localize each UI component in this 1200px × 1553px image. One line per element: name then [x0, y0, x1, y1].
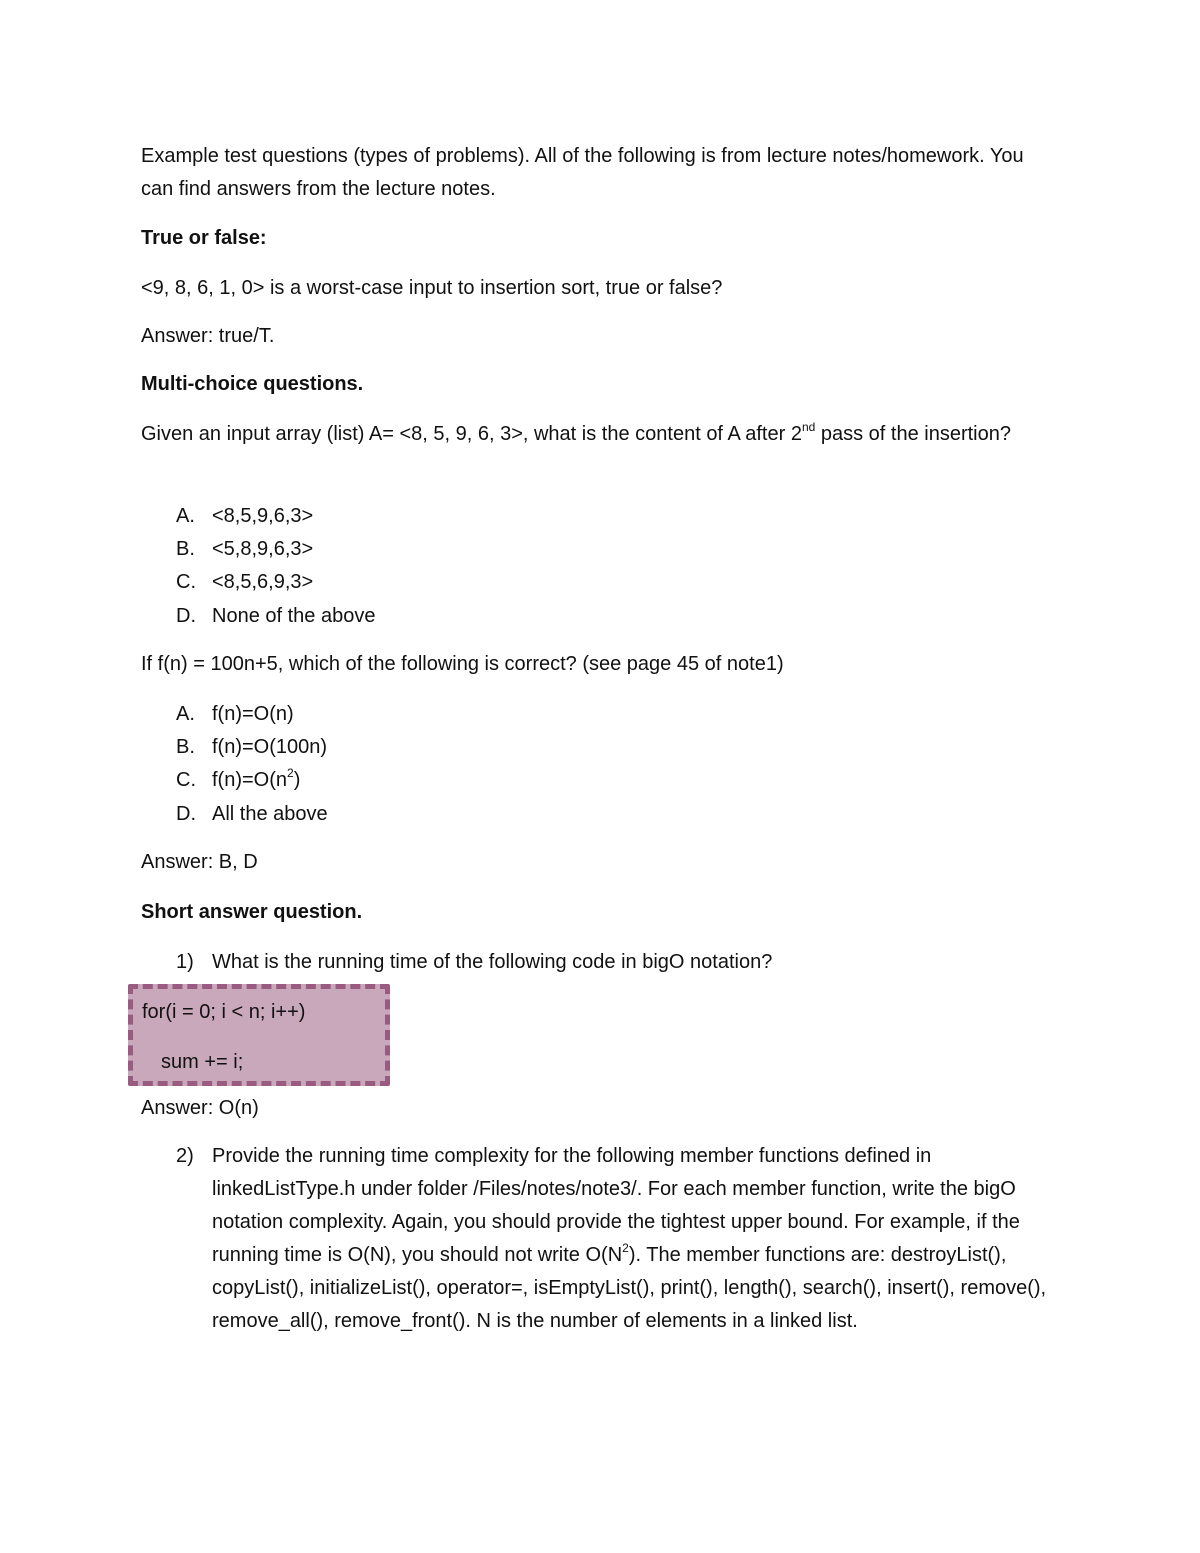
code-line-2: sum += i; — [161, 1051, 244, 1073]
q1-option-a — [176, 500, 313, 533]
option-text: All the above — [212, 803, 328, 825]
option-letter: A. — [176, 703, 195, 725]
item-text-after: ). The member functions are: destroyList(), copyList(), initializeList(), operator=, isEmptyList(), print(), length(), search(), insert(), remove(), remove_all(), remove_front(). N is the number of elements in a linked list. — [212, 1244, 1047, 1332]
multi-choice-question-1 — [141, 418, 1041, 451]
item-text — [212, 1140, 1052, 1338]
short-answer-heading: Short answer question. — [141, 901, 363, 923]
option-letter: C. — [176, 769, 196, 791]
multi-choice-heading: Multi-choice questions. — [141, 373, 364, 395]
question-1-text-before: Given an input array (list) A= <8, 5, 9, 6, 3>, what is the content of A after 2 — [141, 423, 802, 445]
option-letter: B. — [176, 736, 195, 758]
option-text: f(n)=O(n) — [212, 703, 294, 725]
option-text: f(n)=O(n — [212, 769, 288, 791]
question-1-superscript: nd — [801, 420, 816, 434]
option-text-after: ) — [293, 769, 301, 791]
option-letter: D. — [176, 605, 196, 627]
item-text: What is the running time of the following code in bigO notation? — [212, 951, 773, 973]
q2-option-c — [176, 764, 300, 797]
multi-choice-answer: Answer: B, D — [141, 851, 258, 873]
true-false-question: <9, 8, 6, 1, 0> is a worst-case input to insertion sort, true or false? — [141, 277, 723, 299]
item-superscript: 2 — [622, 1241, 629, 1255]
option-text: <8,5,9,6,3> — [212, 505, 314, 527]
q2-option-b — [176, 731, 327, 764]
question-1-text-after: pass of the insertion? — [815, 423, 1011, 445]
multi-choice-question-2: If f(n) = 100n+5, which of the following is correct? (see page 45 of note1) — [141, 653, 784, 675]
q1-option-c — [176, 566, 313, 599]
code-box — [128, 984, 390, 1086]
item-number: 2) — [176, 1145, 194, 1167]
option-superscript: 2 — [287, 766, 294, 780]
true-false-answer: Answer: true/T. — [141, 325, 275, 347]
q1-option-d — [176, 600, 375, 633]
short-answer-item-1-answer: Answer: O(n) — [141, 1097, 259, 1119]
true-false-heading: True or false: — [141, 227, 267, 249]
option-text: <8,5,6,9,3> — [212, 571, 314, 593]
q1-option-b — [176, 533, 313, 566]
option-letter: C. — [176, 571, 196, 593]
option-text: <5,8,9,6,3> — [212, 538, 314, 560]
intro-paragraph: Example test questions (types of problems). All of the following is from lecture notes/homework. You can find answers from the lecture notes. — [141, 145, 1024, 200]
option-text: f(n)=O(100n) — [212, 736, 328, 758]
q2-option-a — [176, 698, 294, 731]
option-text: None of the above — [212, 605, 376, 627]
short-answer-item-2 — [176, 1140, 1056, 1338]
item-number: 1) — [176, 951, 194, 973]
short-answer-item-1 — [176, 946, 1056, 979]
code-line-1: for(i = 0; i < n; i++) — [142, 1001, 306, 1023]
item-text-before: Provide the running time complexity for the following member functions defined in linkedListType.h under folder /Files/notes/note3/. For each member function, write the bigO notation complexity. Again, you should provide the tightest upper bound. For example, if the running time is O(N), you should not write O(N — [212, 1145, 1020, 1266]
option-letter: A. — [176, 505, 195, 527]
option-letter: D. — [176, 803, 196, 825]
option-letter: B. — [176, 538, 195, 560]
q2-option-d — [176, 798, 328, 831]
